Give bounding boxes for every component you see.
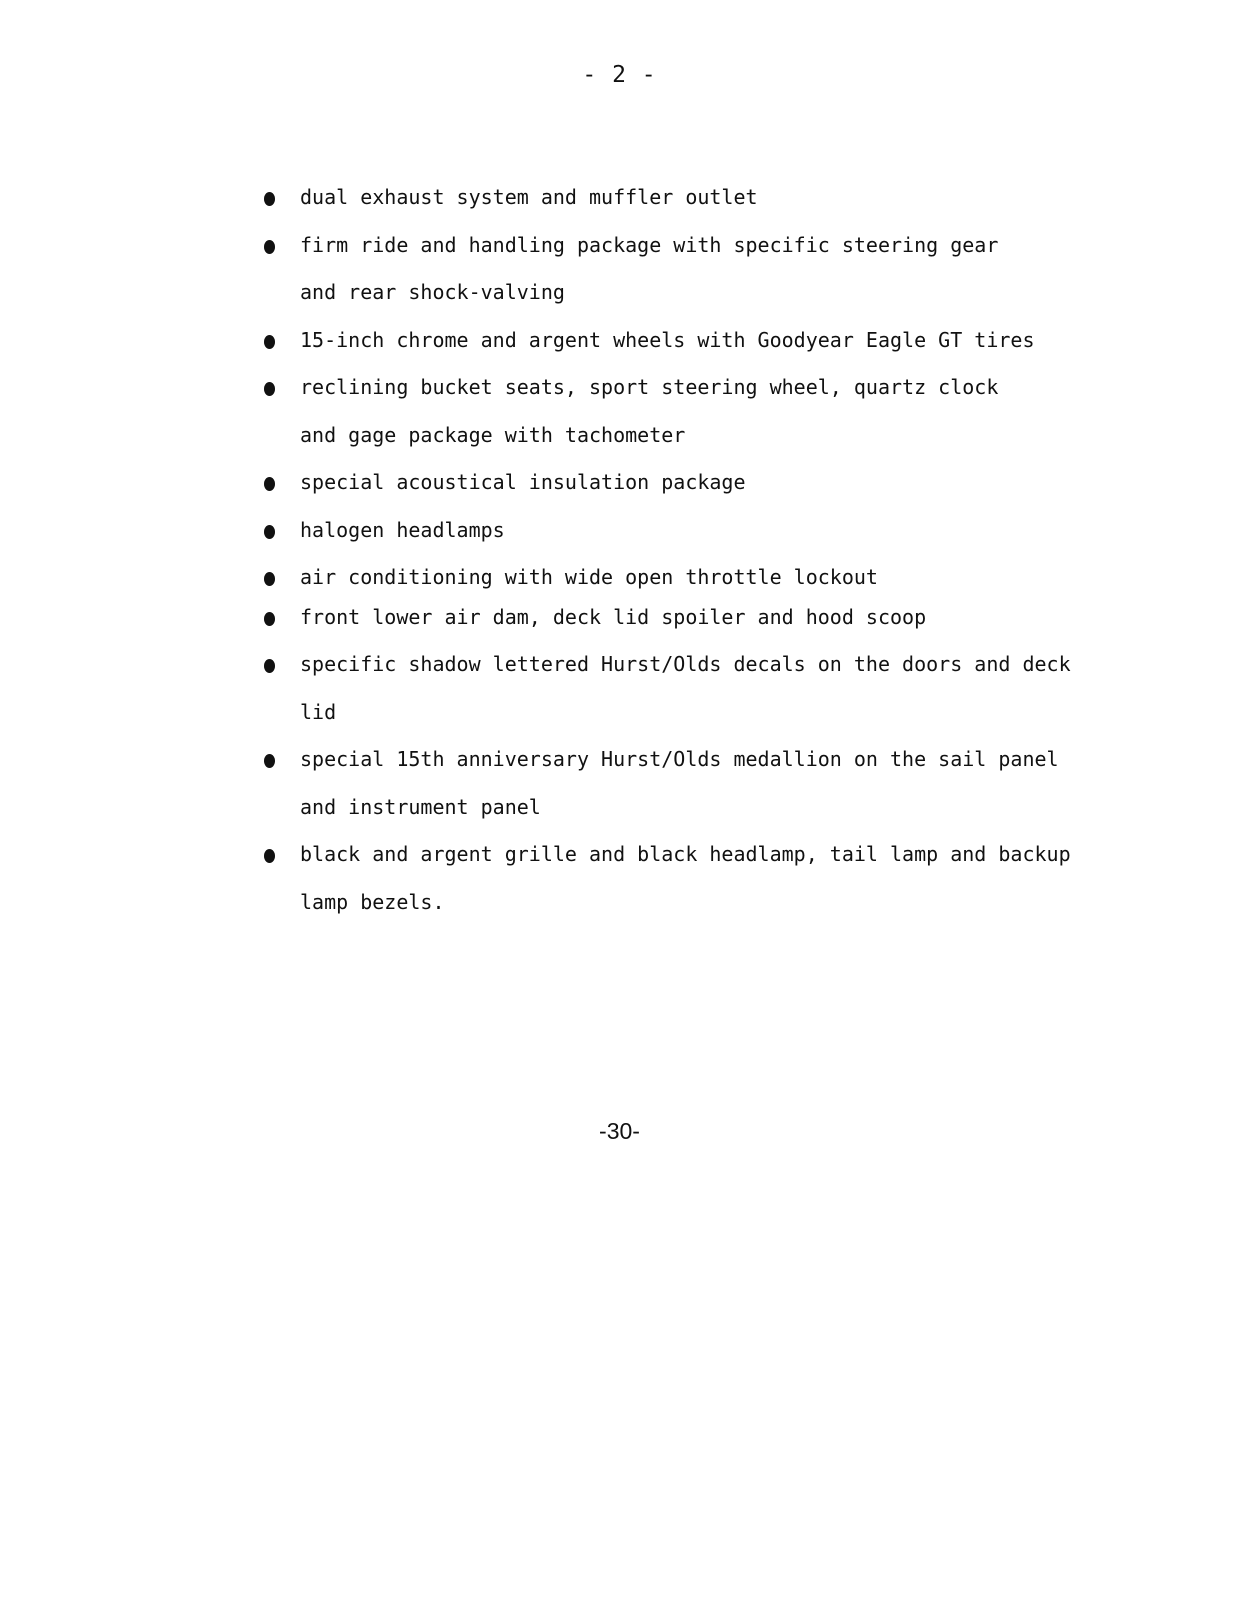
feature-line: special acoustical insulation package — [300, 470, 746, 494]
bullet-icon — [264, 240, 275, 254]
feature-line: and instrument panel — [300, 794, 541, 819]
feature-item-seats — [262, 364, 1082, 459]
feature-item-headlamps — [262, 507, 1082, 555]
feature-line: halogen headlamps — [300, 517, 505, 542]
bullet-icon — [264, 525, 275, 539]
feature-item-medallion — [262, 736, 1082, 831]
feature-item-decals — [262, 641, 1082, 736]
feature-line: front lower air dam, deck lid spoiler and hood scoop — [300, 604, 927, 629]
feature-line: lamp bezels. — [300, 889, 445, 914]
feature-line: specific shadow lettered Hurst/Olds decals on the doors and deck — [300, 652, 1071, 676]
feature-line: special 15th anniversary Hurst/Olds medallion on the sail panel — [300, 747, 1059, 771]
bullet-icon — [264, 382, 275, 396]
feature-line: reclining bucket seats, sport steering wheel, quartz clock — [300, 375, 999, 399]
bullet-icon — [264, 477, 275, 491]
bullet-icon — [264, 192, 275, 206]
feature-line: air conditioning with wide open throttle lockout — [300, 565, 878, 589]
feature-item-wheels — [262, 317, 1082, 365]
feature-line: and rear shock-valving — [300, 280, 565, 304]
feature-line: 15-inch chrome and argent wheels with Goodyear Eagle GT tires — [300, 327, 1035, 352]
feature-line: lid — [300, 699, 337, 724]
feature-item-grille — [262, 831, 1082, 926]
bullet-icon — [264, 612, 275, 626]
feature-line: black and argent grille and black headlamp, tail lamp and backup — [300, 842, 1071, 866]
feature-item-dual-exhaust — [262, 174, 1082, 222]
feature-item-insulation — [262, 459, 1082, 507]
feature-line: dual exhaust system and muffler outlet — [300, 185, 758, 209]
bullet-icon — [264, 335, 275, 349]
bullet-icon — [264, 659, 275, 673]
bullet-icon — [264, 754, 275, 768]
bullet-icon — [264, 849, 275, 863]
feature-item-air-dam — [262, 594, 1082, 642]
feature-item-ride-handling — [262, 222, 1082, 317]
feature-list — [262, 174, 1082, 926]
page-number-bottom: -30- — [599, 1118, 640, 1144]
page-number-top: - 2 - — [582, 62, 657, 88]
feature-line: and gage package with tachometer — [300, 422, 686, 447]
feature-line: firm ride and handling package with specific steering gear — [300, 232, 999, 257]
bullet-icon — [264, 572, 275, 586]
